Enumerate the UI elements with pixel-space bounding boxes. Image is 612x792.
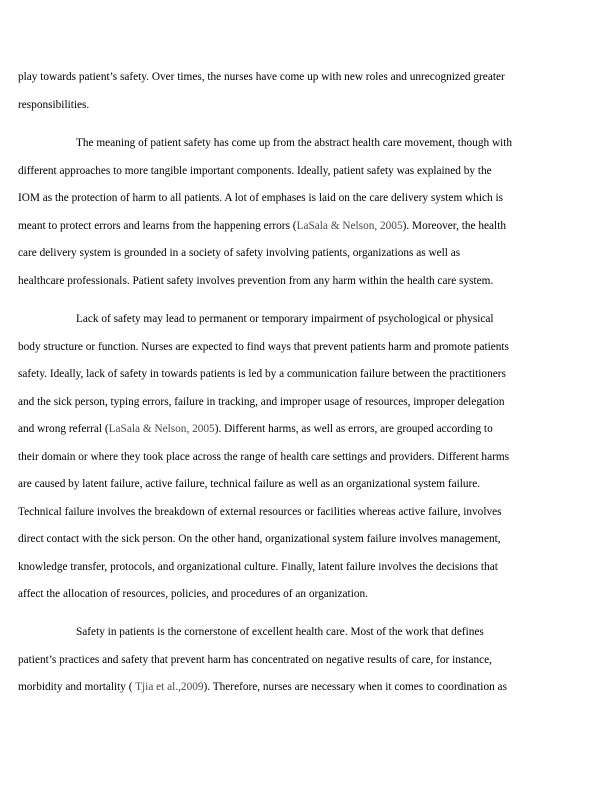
- text-segment: meant to protect errors and learns from the happening errors (: [18, 219, 297, 232]
- paragraph-lack-of-safety: [18, 306, 548, 609]
- text-line: [18, 416, 548, 444]
- text-line: care delivery system is grounded in a society of safety involving patients, organizations as well as: [18, 247, 461, 259]
- text-line: direct contact with the sick person. On the other hand, organizational system failure involves management,: [18, 533, 501, 545]
- text-line: and the sick person, typing errors, failure in tracking, and improper usage of resources, improper delegation: [18, 395, 505, 408]
- paragraph-meaning-of-safety: [18, 130, 548, 295]
- text-line: knowledge transfer, protocols, and organizational culture. Finally, latent failure involves the decisions that: [18, 560, 498, 573]
- text-line: IOM as the protection of harm to all patients. A lot of emphases is laid on the care delivery system which is: [18, 192, 504, 204]
- text-line: responsibilities.: [18, 98, 90, 111]
- text-line: Technical failure involves the breakdown of external resources or facilities whereas active failure, involves: [18, 505, 502, 518]
- citation: LaSala & Nelson, 2005: [108, 423, 215, 435]
- text-line: [18, 674, 548, 702]
- text-segment: and wrong referral (: [18, 423, 109, 435]
- text-line: play towards patient’s safety. Over times, the nurses have come up with new roles and unrecognized greater: [18, 71, 505, 83]
- text-line: [18, 213, 548, 241]
- text-segment: morbidity and mortality (: [18, 681, 136, 693]
- text-line: their domain or where they took place across the range of health care settings and providers. Different harms: [18, 450, 510, 463]
- citation: Tjia et al.,2009: [135, 681, 204, 693]
- citation: LaSala & Nelson, 2005: [296, 219, 403, 232]
- text-line: body structure or function. Nurses are expected to find ways that prevent patients harm and promote patients: [18, 340, 509, 353]
- text-segment: ). Therefore, nurses are necessary when it comes to coordination as: [203, 681, 507, 693]
- text-line: different approaches to more tangible important components. Ideally, patient safety was explained by the: [18, 164, 492, 177]
- text-line: affect the allocation of resources, policies, and procedures of an organization.: [18, 588, 368, 600]
- text-line: safety. Ideally, lack of safety in towards patients is led by a communication failure between the practitioners: [18, 368, 506, 380]
- text-line: Safety in patients is the cornerstone of excellent health care. Most of the work that defines: [76, 626, 484, 638]
- text-segment: ). Moreover, the health: [402, 219, 506, 232]
- text-line: healthcare professionals. Patient safety involves prevention from any harm within the health care system.: [18, 274, 494, 287]
- text-segment: ). Different harms, as well as errors, are grouped according to: [214, 423, 493, 435]
- paragraph-safety-in-patients: [18, 619, 548, 702]
- text-line: Lack of safety may lead to permanent or temporary impairment of psychological or physical: [76, 313, 494, 325]
- text-line: are caused by latent failure, active failure, technical failure as well as an organizational system failure.: [18, 478, 481, 490]
- text-line: The meaning of patient safety has come up from the abstract health care movement, though with: [76, 137, 513, 149]
- text-line: patient’s practices and safety that prevent harm has concentrated on negative results of care, for instance,: [18, 653, 492, 666]
- continuation-paragraph: [18, 64, 548, 119]
